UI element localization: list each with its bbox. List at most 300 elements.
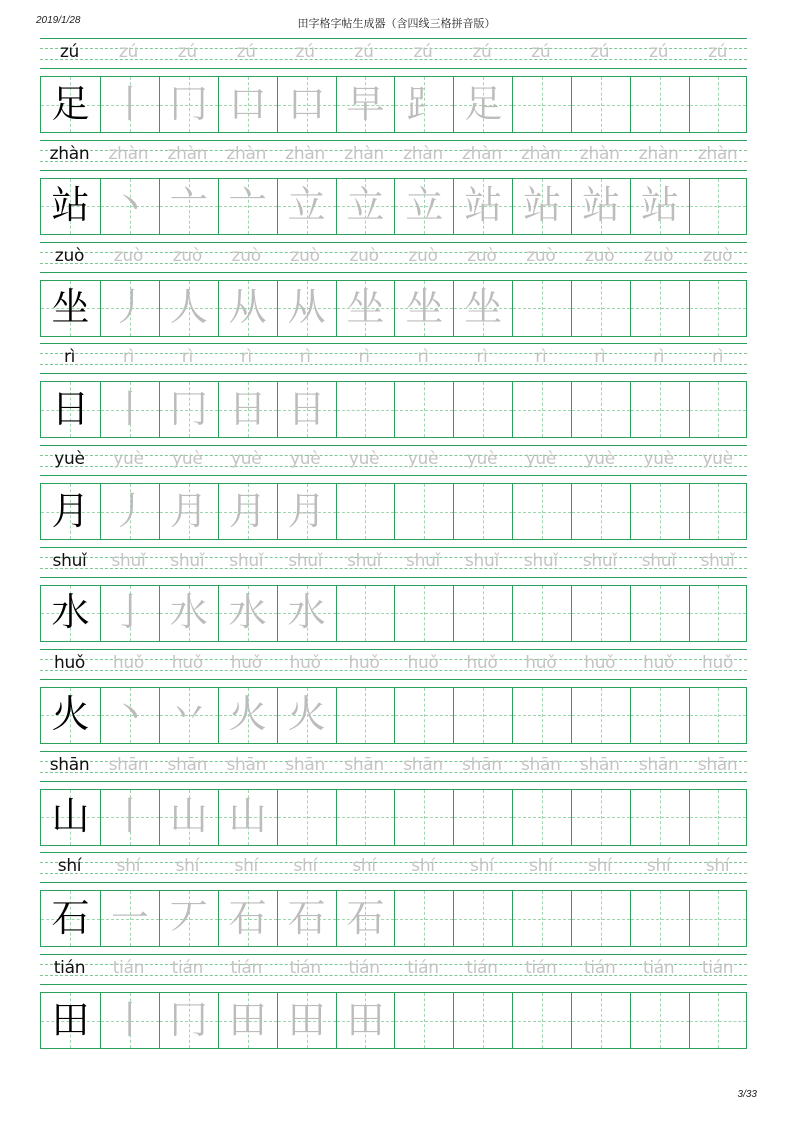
pinyin-trace: zhàn (167, 143, 208, 164)
pinyin-model: zhàn (49, 143, 90, 164)
tianzige-cell (630, 586, 689, 641)
pinyin-trace: huǒ (230, 652, 262, 673)
cell-vertical-guide (601, 688, 602, 743)
tianzige-cell (41, 993, 100, 1048)
stroke-order-trace: 石 (228, 896, 267, 941)
stroke-order-trace: 丨 (110, 387, 149, 432)
pinyin-trace: huǒ (466, 652, 498, 673)
tianzige-cell (630, 688, 689, 743)
stroke-order-trace: 丨 (110, 81, 149, 126)
stroke-order-trace: 从 (287, 285, 326, 330)
pinyin-trace: yuè (172, 449, 203, 470)
pinyin-trace: rì (240, 347, 252, 368)
tianzige-cell (394, 891, 453, 946)
tianzige-cell (41, 179, 100, 234)
tianzige-cell (159, 281, 218, 336)
pinyin-trace: zhàn (697, 143, 738, 164)
pinyin-trace: shí (705, 856, 730, 877)
cell-vertical-guide (660, 790, 661, 845)
pinyin-trace: shān (462, 754, 502, 775)
pinyin-four-line-band (40, 242, 747, 272)
cell-vertical-guide (718, 993, 719, 1048)
pinyin-trace: zú (413, 42, 433, 62)
stroke-order-trace: 火 (287, 692, 326, 737)
pinyin-trace: yuè (348, 449, 380, 470)
tianzige-cell (159, 993, 218, 1048)
pinyin-trace: rì (122, 347, 134, 368)
stroke-order-trace: 立 (287, 183, 326, 228)
tianzige-cell (277, 891, 336, 946)
cell-vertical-guide (718, 586, 719, 641)
stroke-order-trace: 坐 (405, 285, 444, 330)
pinyin-trace: zuò (644, 245, 674, 266)
pinyin-trace: huǒ (643, 652, 675, 673)
stroke-order-trace: 日 (287, 387, 326, 432)
tianzige-cell (512, 179, 571, 234)
pinyin-model: zuò (54, 245, 85, 266)
tianzige-cell (689, 790, 746, 845)
tianzige-cell (453, 790, 512, 845)
pinyin-guide-line (40, 679, 747, 680)
pinyin-trace: rì (476, 347, 488, 368)
pinyin-trace: huǒ (584, 652, 616, 673)
cell-vertical-guide (718, 382, 719, 437)
cell-vertical-guide (542, 382, 543, 437)
stroke-order-trace: 口 (228, 81, 267, 126)
tianzige-cell (336, 790, 395, 845)
pinyin-trace: zuò (172, 245, 202, 266)
pinyin-trace: rì (653, 347, 665, 368)
pinyin-model: huǒ (53, 652, 86, 673)
tianzige-cell (336, 382, 395, 437)
tianzige-cell (453, 484, 512, 539)
tianzige-cell (218, 281, 277, 336)
pinyin-trace: yuè (584, 449, 615, 470)
model-character: 日 (51, 387, 90, 432)
pinyin-trace: shí (116, 856, 141, 877)
pinyin-trace: yuè (407, 449, 439, 470)
stroke-order-trace: 足 (464, 81, 503, 126)
tianzige-cell (512, 484, 571, 539)
cell-vertical-guide (718, 790, 719, 845)
stroke-order-trace: 丶 (110, 692, 149, 737)
pinyin-guide-line (40, 475, 747, 476)
stroke-order-trace: 丿 (110, 488, 149, 533)
pinyin-trace: zú (295, 42, 315, 62)
cell-vertical-guide (365, 484, 366, 539)
tianzige-cell (689, 688, 746, 743)
pinyin-guide-line (40, 781, 747, 782)
tianzige-cell (277, 281, 336, 336)
tianzige-cell (41, 281, 100, 336)
tianzige-cell (336, 586, 395, 641)
tianzige-cell (571, 77, 630, 132)
practice-row (40, 38, 747, 140)
pinyin-trace: zuò (467, 245, 497, 266)
pinyin-trace: zuò (585, 245, 615, 266)
pinyin-trace: huǒ (348, 652, 380, 673)
pinyin-guide-line (40, 242, 747, 243)
tianzige-cell (630, 484, 689, 539)
pinyin-model: zú (59, 42, 80, 62)
pinyin-trace: shuǐ (347, 550, 382, 571)
tianzige-cell (453, 586, 512, 641)
cell-vertical-guide (601, 281, 602, 336)
cell-vertical-guide (424, 993, 425, 1048)
model-character: 石 (51, 896, 90, 941)
tianzige-cell (394, 790, 453, 845)
practice-row (40, 954, 747, 1056)
tianzige-cell (394, 179, 453, 234)
tianzige-cell (336, 891, 395, 946)
tianzige-cell (159, 688, 218, 743)
stroke-order-trace: 冂 (169, 387, 208, 432)
tianzige-cell (159, 382, 218, 437)
tianzige-cell (512, 688, 571, 743)
tianzige-cell (100, 993, 159, 1048)
pinyin-trace: zhàn (403, 143, 443, 164)
tianzige-cell (218, 993, 277, 1048)
pinyin-trace: shí (352, 856, 376, 877)
pinyin-model: shuǐ (52, 550, 87, 571)
tianzige-cell (394, 993, 453, 1048)
cell-vertical-guide (660, 891, 661, 946)
stroke-order-trace: 月 (169, 488, 208, 533)
tianzige-cell (453, 281, 512, 336)
cell-vertical-guide (660, 382, 661, 437)
cell-vertical-guide (542, 790, 543, 845)
tianzige-cell (277, 382, 336, 437)
tianzige-cell (100, 179, 159, 234)
tianzige-cell (159, 77, 218, 132)
practice-row (40, 242, 747, 344)
tianzige-cell (394, 281, 453, 336)
tianzige-cell (41, 77, 100, 132)
cell-vertical-guide (601, 484, 602, 539)
tianzige-cell (571, 688, 630, 743)
tianzige-cell (512, 891, 571, 946)
stroke-order-trace: 站 (582, 183, 621, 228)
tianzige-cell (100, 790, 159, 845)
tianzige-cell (218, 179, 277, 234)
tianzige-cell (277, 993, 336, 1048)
stroke-order-trace: 一 (110, 896, 149, 941)
practice-row (40, 140, 747, 242)
cell-vertical-guide (483, 484, 484, 539)
tianzige-row (40, 483, 747, 540)
pinyin-trace: zú (649, 42, 669, 62)
pinyin-trace: zhàn (520, 143, 561, 164)
cell-vertical-guide (718, 77, 719, 132)
stroke-order-trace: 站 (523, 183, 562, 228)
tianzige-cell (630, 382, 689, 437)
pinyin-trace: shān (521, 754, 561, 775)
pinyin-guide-line (40, 445, 747, 446)
cell-vertical-guide (601, 77, 602, 132)
tianzige-cell (571, 281, 630, 336)
cell-vertical-guide (365, 382, 366, 437)
tianzige-cell (336, 179, 395, 234)
pinyin-trace: zú (354, 42, 374, 62)
pinyin-trace: shí (470, 856, 494, 877)
pinyin-trace: yuè (466, 449, 498, 470)
cell-vertical-guide (365, 586, 366, 641)
cell-vertical-guide (542, 688, 543, 743)
pinyin-trace: tián (112, 958, 145, 979)
tianzige-cell (277, 179, 336, 234)
tianzige-cell (571, 179, 630, 234)
cell-vertical-guide (365, 790, 366, 845)
tianzige-cell (218, 382, 277, 437)
pinyin-trace: shí (588, 856, 612, 877)
cell-vertical-guide (424, 382, 425, 437)
tianzige-cell (630, 281, 689, 336)
tianzige-cell (689, 77, 746, 132)
tianzige-cell (453, 179, 512, 234)
page-number: 3/33 (737, 1089, 757, 1100)
stroke-order-trace: 日 (228, 387, 267, 432)
pinyin-trace: shí (234, 856, 258, 877)
cell-vertical-guide (424, 688, 425, 743)
tianzige-cell (571, 790, 630, 845)
pinyin-trace: shí (529, 856, 553, 877)
stroke-order-trace: 立 (405, 183, 444, 228)
tianzige-cell (630, 891, 689, 946)
tianzige-cell (277, 77, 336, 132)
pinyin-trace: huǒ (289, 652, 321, 673)
pinyin-trace: tián (466, 958, 498, 979)
pinyin-trace: yuè (113, 449, 144, 470)
pinyin-guide-line (40, 751, 747, 752)
tianzige-cell (41, 790, 100, 845)
cell-vertical-guide (483, 382, 484, 437)
pinyin-guide-line (40, 272, 747, 273)
tianzige-cell (336, 484, 395, 539)
cell-vertical-guide (424, 484, 425, 539)
pinyin-guide-line (40, 373, 747, 374)
cell-vertical-guide (601, 790, 602, 845)
cell-vertical-guide (483, 891, 484, 946)
stroke-order-trace: 丨 (110, 794, 149, 839)
stroke-order-trace: 火 (228, 692, 267, 737)
tianzige-cell (689, 382, 746, 437)
cell-vertical-guide (601, 891, 602, 946)
practice-row (40, 649, 747, 751)
cell-vertical-guide (483, 993, 484, 1048)
tianzige-cell (100, 688, 159, 743)
tianzige-cell (218, 586, 277, 641)
pinyin-trace: tián (642, 958, 675, 979)
tianzige-row (40, 890, 747, 947)
document-title: 田字格字帖生成器（含四线三格拼音版） (297, 17, 496, 30)
tianzige-cell (159, 790, 218, 845)
cell-vertical-guide (424, 891, 425, 946)
tianzige-cell (159, 891, 218, 946)
pinyin-guide-line (40, 852, 747, 853)
pinyin-guide-line (40, 577, 747, 578)
pinyin-trace: zuò (408, 245, 438, 266)
cell-vertical-guide (601, 382, 602, 437)
tianzige-cell (571, 484, 630, 539)
tianzige-cell (630, 790, 689, 845)
tianzige-cell (394, 586, 453, 641)
tianzige-cell (453, 688, 512, 743)
cell-vertical-guide (718, 688, 719, 743)
stroke-order-trace: 田 (287, 997, 326, 1042)
tianzige-cell (41, 891, 100, 946)
pinyin-trace: shān (226, 754, 267, 775)
stroke-order-trace: 口 (287, 81, 326, 126)
tianzige-cell (218, 688, 277, 743)
tianzige-row (40, 789, 747, 846)
tianzige-row (40, 687, 747, 744)
tianzige-cell (218, 891, 277, 946)
practice-row (40, 343, 747, 445)
tianzige-cell (394, 688, 453, 743)
pinyin-trace: yuè (702, 449, 733, 470)
cell-vertical-guide (542, 586, 543, 641)
cell-vertical-guide (718, 281, 719, 336)
tianzige-cell (453, 382, 512, 437)
pinyin-four-line-band (40, 38, 747, 68)
pinyin-trace: shí (175, 856, 200, 877)
pinyin-trace: zú (118, 42, 138, 62)
tianzige-cell (100, 281, 159, 336)
tianzige-cell (453, 891, 512, 946)
practice-row (40, 751, 747, 853)
cell-vertical-guide (660, 993, 661, 1048)
stroke-order-trace: 坐 (464, 285, 503, 330)
pinyin-trace: shuǐ (288, 550, 323, 571)
pinyin-trace: zuò (526, 245, 556, 266)
pinyin-four-line-band (40, 852, 747, 882)
pinyin-model: shān (49, 754, 90, 775)
pinyin-guide-line (40, 547, 747, 548)
cell-vertical-guide (483, 586, 484, 641)
pinyin-trace: huǒ (525, 652, 557, 673)
practice-sheet (40, 38, 747, 1056)
stroke-order-trace: 丷 (169, 692, 208, 737)
pinyin-trace: huǒ (407, 652, 439, 673)
pinyin-four-line-band (40, 547, 747, 577)
pinyin-trace: zuò (290, 245, 320, 266)
model-character: 水 (51, 590, 90, 635)
model-character: 火 (51, 692, 90, 737)
tianzige-cell (571, 993, 630, 1048)
tianzige-cell (336, 281, 395, 336)
pinyin-trace: zuò (113, 245, 143, 266)
pinyin-model: tián (53, 958, 86, 979)
pinyin-trace: shān (638, 754, 679, 775)
pinyin-trace: zhàn (344, 143, 384, 164)
tianzige-cell (689, 891, 746, 946)
pinyin-trace: rì (535, 347, 547, 368)
pinyin-trace: tián (584, 958, 616, 979)
stroke-order-trace: 丶 (110, 183, 149, 228)
cell-vertical-guide (660, 484, 661, 539)
pinyin-trace: yuè (525, 449, 557, 470)
pinyin-trace: zuò (231, 245, 261, 266)
pinyin-trace: rì (181, 347, 193, 368)
stroke-order-trace: 田 (346, 997, 385, 1042)
pinyin-trace: shān (108, 754, 149, 775)
pinyin-trace: zú (590, 42, 610, 62)
tianzige-cell (689, 179, 746, 234)
tianzige-cell (336, 77, 395, 132)
cell-vertical-guide (660, 281, 661, 336)
tianzige-cell (41, 688, 100, 743)
tianzige-cell (277, 688, 336, 743)
pinyin-trace: zú (708, 42, 728, 62)
stroke-order-trace: 水 (228, 590, 267, 635)
pinyin-trace: shuǐ (700, 550, 735, 571)
pinyin-trace: yuè (231, 449, 262, 470)
tianzige-cell (394, 484, 453, 539)
stroke-order-trace: 丨 (110, 997, 149, 1042)
model-character: 足 (51, 81, 90, 126)
cell-vertical-guide (718, 891, 719, 946)
tianzige-cell (100, 77, 159, 132)
pinyin-trace: zhàn (226, 143, 267, 164)
tianzige-cell (41, 382, 100, 437)
pinyin-model: shí (57, 856, 82, 877)
tianzige-cell (630, 993, 689, 1048)
pinyin-guide-line (40, 649, 747, 650)
model-character: 月 (51, 488, 90, 533)
stroke-order-trace: 站 (464, 183, 503, 228)
pinyin-trace: zhàn (108, 143, 149, 164)
pinyin-trace: tián (289, 958, 321, 979)
pinyin-trace: shí (293, 856, 317, 877)
tianzige-cell (100, 586, 159, 641)
pinyin-trace: shuǐ (406, 550, 440, 571)
pinyin-trace: shí (646, 856, 671, 877)
pinyin-trace: tián (525, 958, 557, 979)
cell-vertical-guide (483, 688, 484, 743)
tianzige-cell (277, 586, 336, 641)
tianzige-cell (218, 77, 277, 132)
pinyin-trace: huǒ (702, 652, 734, 673)
pinyin-trace: rì (417, 347, 429, 368)
tianzige-cell (512, 382, 571, 437)
pinyin-trace: shān (697, 754, 738, 775)
stroke-order-trace: 从 (228, 285, 267, 330)
pinyin-four-line-band (40, 751, 747, 781)
tianzige-cell (41, 484, 100, 539)
tianzige-cell (630, 77, 689, 132)
cell-vertical-guide (365, 688, 366, 743)
cell-vertical-guide (424, 790, 425, 845)
stroke-order-trace: 石 (287, 896, 326, 941)
cell-vertical-guide (307, 790, 308, 845)
pinyin-trace: shān (285, 754, 325, 775)
pinyin-trace: tián (407, 958, 439, 979)
pinyin-trace: shuǐ (464, 550, 499, 571)
pinyin-trace: yuè (643, 449, 674, 470)
pinyin-trace: tián (701, 958, 734, 979)
tianzige-cell (512, 281, 571, 336)
pinyin-four-line-band (40, 140, 747, 170)
tianzige-cell (218, 484, 277, 539)
stroke-order-trace: 水 (287, 590, 326, 635)
tianzige-cell (630, 179, 689, 234)
tianzige-cell (218, 790, 277, 845)
pinyin-guide-line (40, 170, 747, 171)
tianzige-row (40, 585, 747, 642)
stroke-order-trace: 坐 (346, 285, 385, 330)
pinyin-trace: shān (403, 754, 443, 775)
stroke-order-trace: 冂 (169, 997, 208, 1042)
